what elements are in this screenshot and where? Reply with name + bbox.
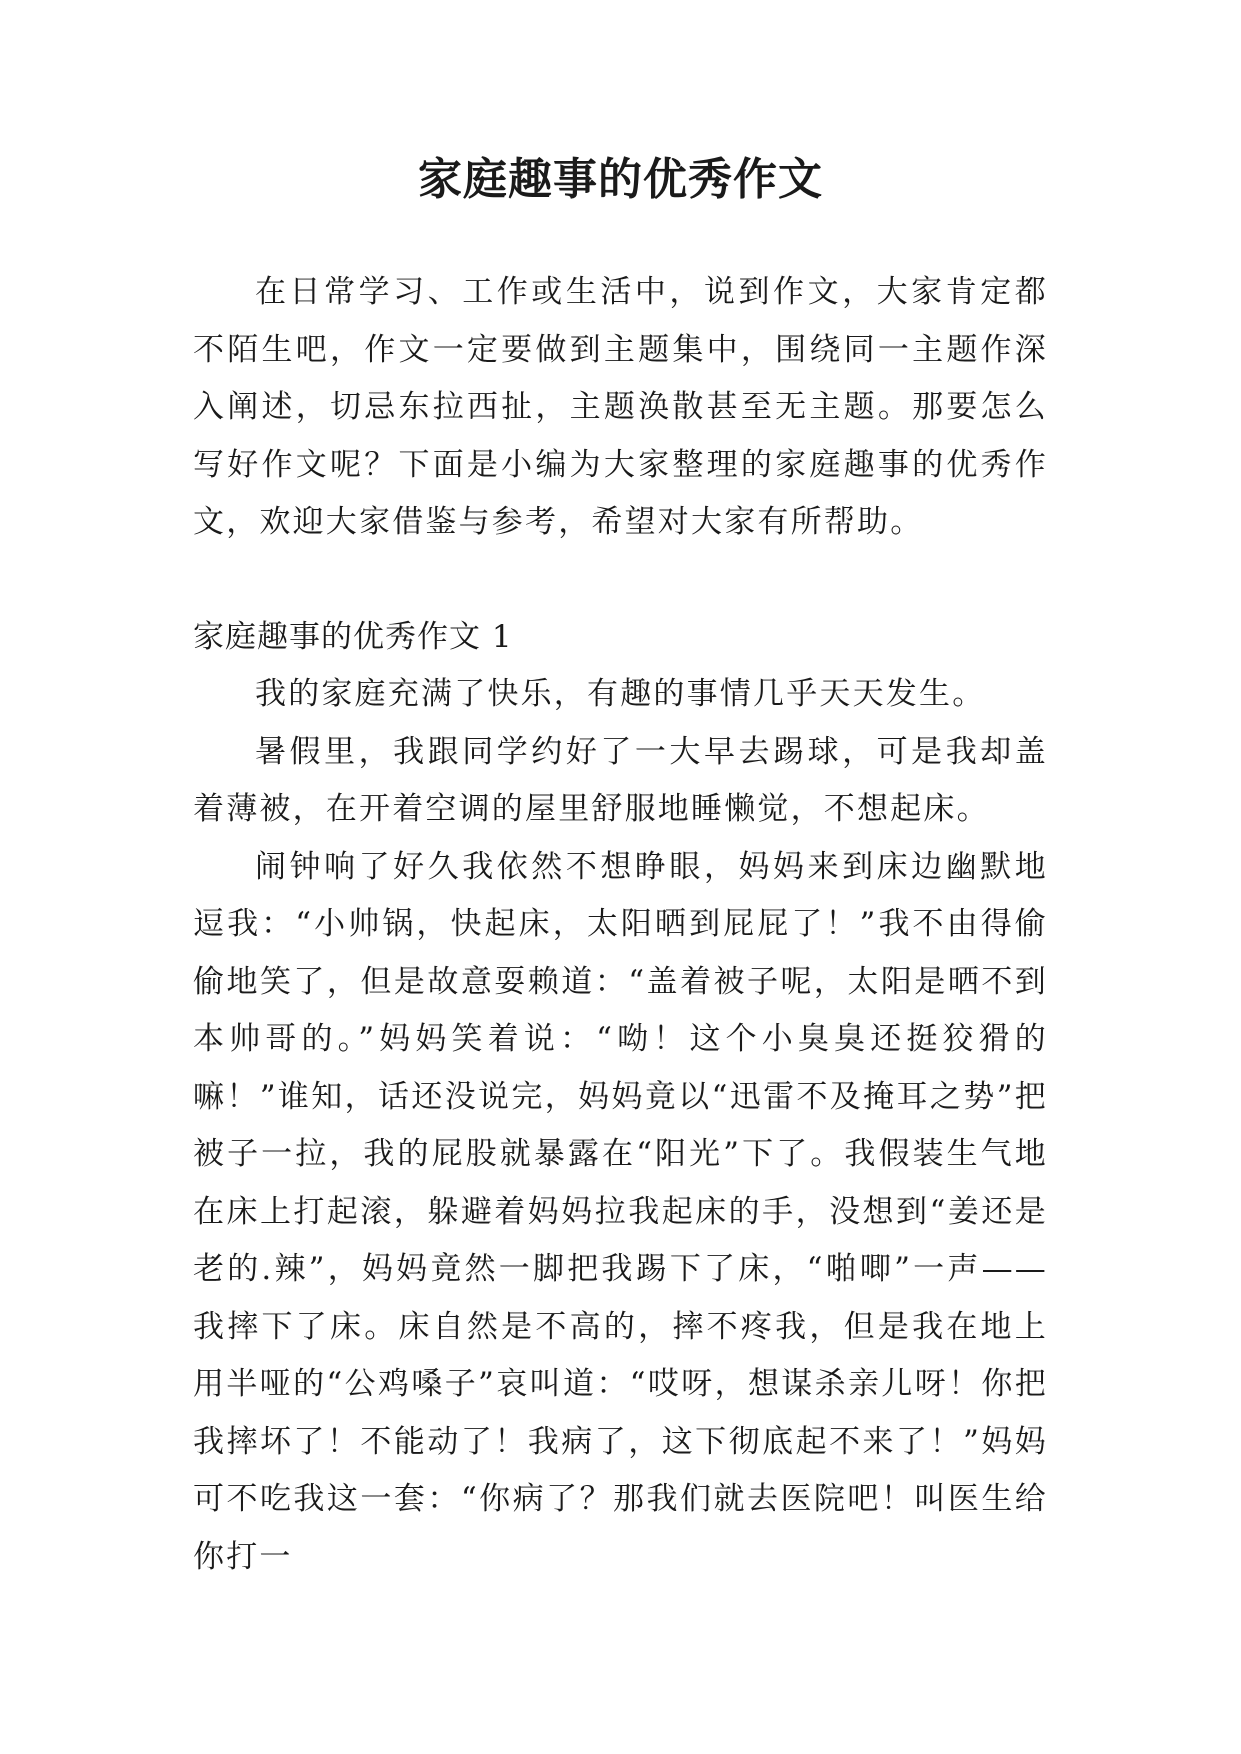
body-paragraph-3: 闹钟响了好久我依然不想睁眼，妈妈来到床边幽默地逗我：“小帅锅，快起床，太阳晒到屁屁了！”我不由得偷偷地笑了，但是故意耍赖道：“盖着被子呢，太阳是晒不到本帅哥的。”妈妈笑着说：“呦！这个小臭臭还挺狡猾的嘛！”谁知，话还没说完，妈妈竟以“迅雷不及掩耳之势”把被子一拉，我的屁股就暴露在“阳光”下了。我假装生气地在床上打起滚，躲避着妈妈拉我起床的手，没想到“姜还是老的.辣”，妈妈竟然一脚把我踢下了床，“啪唧”一声——我摔下了床。床自然是不高的，摔不疼我，但是我在地上用半哑的“公鸡嗓子”哀叫道：“哎呀，想谋杀亲儿呀！你把我摔坏了！不能动了！我病了，这下彻底起不来了！”妈妈可不吃我这一套：“你病了？那我们就去医院吧！叫医生给你打一 [193,848,1048,1575]
document-title: 家庭趣事的优秀作文 [418,154,823,205]
document-body [193,264,1048,1586]
section-heading: 家庭趣事的优秀作文 1 [193,618,513,655]
body-paragraph-2: 暑假里，我跟同学约好了一大早去踢球，可是我却盖着薄被，在开着空调的屋里舒服地睡懒觉，不想起床。 [193,733,1048,827]
intro-paragraph: 在日常学习、工作或生活中，说到作文，大家肯定都不陌生吧，作文一定要做到主题集中，围绕同一主题作深入阐述，切忌东拉西扯，主题涣散甚至无主题。那要怎么写好作文呢？下面是小编为大家整理的家庭趣事的优秀作文，欢迎大家借鉴与参考，希望对大家有所帮助。 [193,274,1048,540]
body-paragraph-1: 我的家庭充满了快乐，有趣的事情几乎天天发生。 [255,676,986,712]
